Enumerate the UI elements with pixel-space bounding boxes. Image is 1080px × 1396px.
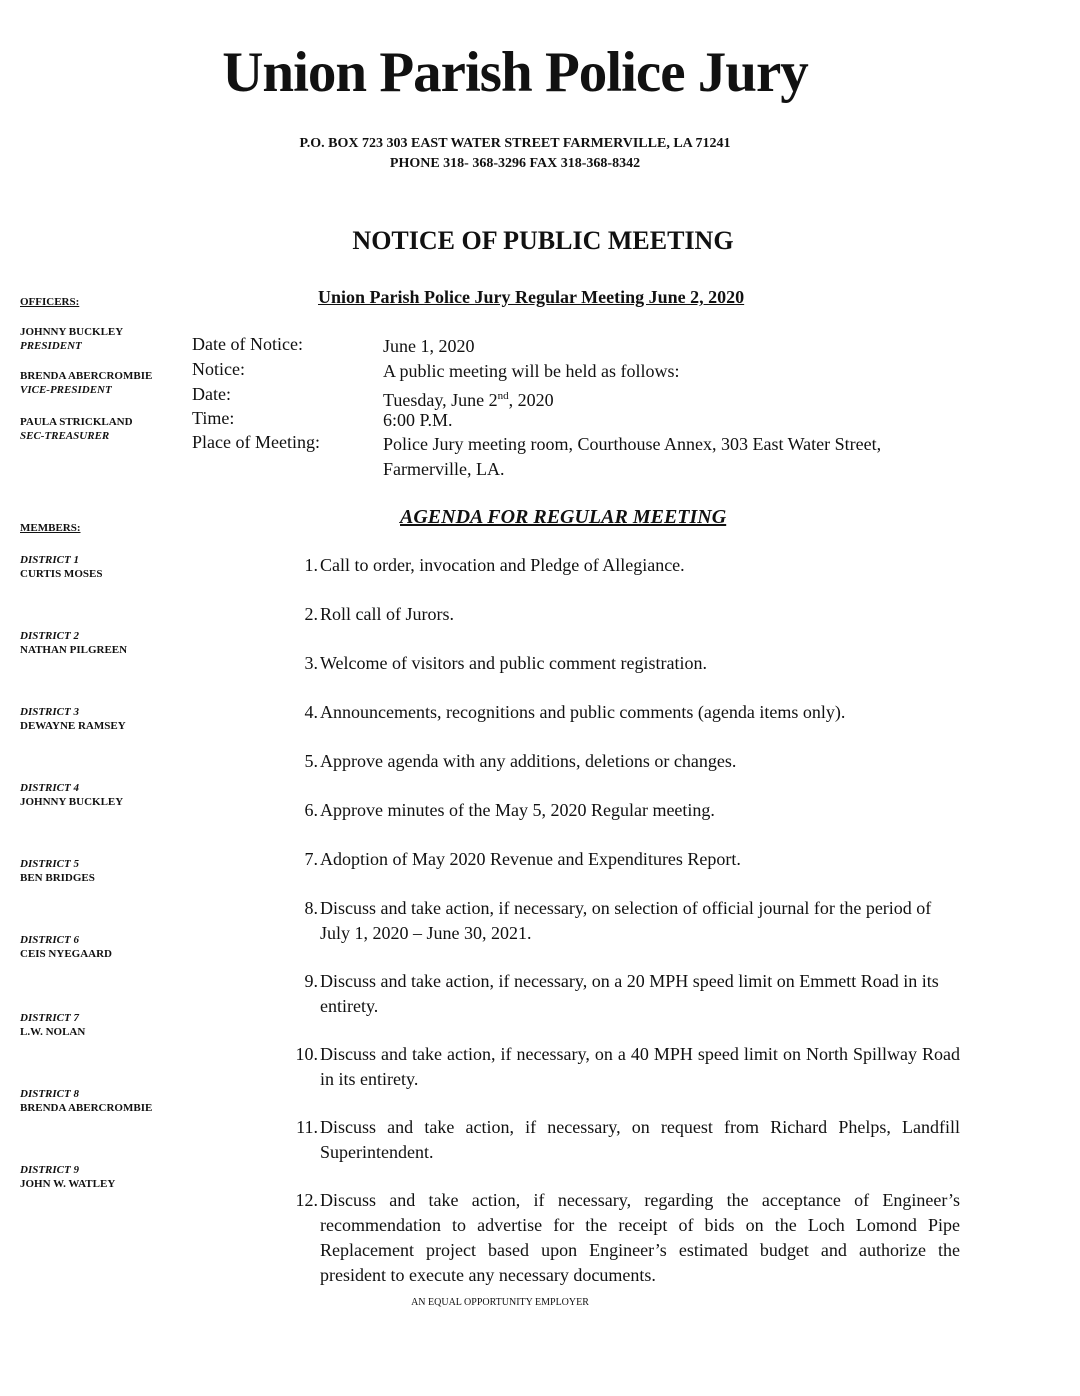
officer-role: VICE-PRESIDENT <box>20 384 112 396</box>
district-label: DISTRICT 6 <box>20 934 79 946</box>
agenda-item-text: Adoption of May 2020 Revenue and Expenditures Report. <box>320 849 741 869</box>
agenda-item-number: 1. <box>304 555 318 575</box>
district-label: DISTRICT 2 <box>20 630 79 642</box>
member-name: JOHNNY BUCKLEY <box>20 796 124 808</box>
member-name: L.W. NOLAN <box>20 1026 86 1038</box>
agenda-item-number: 10. <box>295 1044 318 1064</box>
officer-name: JOHNNY BUCKLEY <box>20 326 124 338</box>
agenda-item-text: Discuss and take action, if necessary, on selection of official journal for the period of July 1, 2020 – June 30, 2021. <box>320 898 932 943</box>
agenda-item-number: 9. <box>304 971 318 991</box>
member-name: BRENDA ABERCROMBIE <box>20 1102 153 1114</box>
detail-label: Notice: <box>192 359 245 379</box>
agenda-item-text: Roll call of Jurors. <box>320 604 454 624</box>
notice-title: NOTICE OF PUBLIC MEETING <box>352 226 734 255</box>
officer-name: BRENDA ABERCROMBIE <box>20 370 153 382</box>
officer-role: PRESIDENT <box>20 340 82 352</box>
agenda-item-text: Call to order, invocation and Pledge of Allegiance. <box>320 555 685 575</box>
phone-fax-line: PHONE 318- 368-3296 FAX 318-368-8342 <box>389 156 641 171</box>
district-label: DISTRICT 4 <box>20 782 79 794</box>
detail-value: June 1, 2020 <box>383 336 475 356</box>
agenda-item-text: Discuss and take action, if necessary, on a 40 MPH speed limit on North Spillway Road in its entirety. <box>320 1044 960 1089</box>
member-name: NATHAN PILGREEN <box>20 644 128 656</box>
member-name: CURTIS MOSES <box>20 568 103 580</box>
agenda-item-text: Approve minutes of the May 5, 2020 Regular meeting. <box>320 800 715 820</box>
district-label: DISTRICT 1 <box>20 554 79 566</box>
date-value-year: , 2020 <box>508 390 554 410</box>
agenda-item-number: 5. <box>304 751 318 771</box>
meeting-title: Union Parish Police Jury Regular Meeting June 2, 2020 <box>318 287 745 307</box>
detail-label: Place of Meeting: <box>192 432 320 452</box>
detail-value: 6:00 P.M. <box>383 410 453 430</box>
agenda-item-text: Announcements, recognitions and public comments (agenda items only). <box>320 702 846 722</box>
member-name: BEN BRIDGES <box>20 872 95 884</box>
detail-label: Time: <box>192 408 235 428</box>
agenda-item-text: Approve agenda with any additions, deletions or changes. <box>320 751 737 771</box>
agenda-item-number: 12. <box>295 1190 318 1210</box>
footer-text: AN EQUAL OPPORTUNITY EMPLOYER <box>411 1297 589 1308</box>
district-label: DISTRICT 8 <box>20 1088 79 1100</box>
agenda-item-number: 2. <box>304 604 318 624</box>
organization-name: Union Parish Police Jury <box>222 41 808 104</box>
agenda-item-number: 6. <box>304 800 318 820</box>
officer-name: PAULA STRICKLAND <box>20 416 133 428</box>
agenda-item-number: 11. <box>296 1117 318 1137</box>
member-name: JOHN W. WATLEY <box>20 1178 116 1190</box>
date-ordinal-suffix: nd <box>497 390 509 402</box>
district-label: DISTRICT 5 <box>20 858 79 870</box>
officers-heading: OFFICERS: <box>20 296 80 308</box>
agenda-item-text: Discuss and take action, if necessary, on request from Richard Phelps, Landfill Superintendent. <box>320 1117 960 1162</box>
member-name: CEIS NYEGAARD <box>20 948 112 960</box>
agenda-item-text: Welcome of visitors and public comment registration. <box>320 653 707 673</box>
agenda-item-text: Discuss and take action, if necessary, regarding the acceptance of Engineer’s recommendation to advertise for the receipt of bids on the Loch Lomond Pipe Replacement project based upon Engineer’s estimated budget and authorize the president to execute any necessary documents. <box>320 1190 960 1285</box>
agenda-heading: AGENDA FOR REGULAR MEETING <box>400 506 727 528</box>
district-label: DISTRICT 9 <box>20 1164 79 1176</box>
agenda-item-text: Discuss and take action, if necessary, on a 20 MPH speed limit on Emmett Road in its entirety. <box>320 971 939 1016</box>
detail-value: A public meeting will be held as follows: <box>383 361 680 381</box>
detail-label: Date of Notice: <box>192 334 303 354</box>
detail-label: Date: <box>192 384 231 404</box>
address-line: P.O. BOX 723 303 EAST WATER STREET FARMERVILLE, LA 71241 <box>299 136 731 151</box>
district-label: DISTRICT 3 <box>20 706 79 718</box>
members-heading: MEMBERS: <box>20 522 81 534</box>
date-value-main: Tuesday, June 2 <box>383 390 498 410</box>
agenda-item-number: 3. <box>304 653 318 673</box>
detail-value: Police Jury meeting room, Courthouse Annex, 303 East Water Street, Farmerville, LA. <box>383 434 882 479</box>
officer-role: SEC-TREASURER <box>20 430 110 442</box>
district-label: DISTRICT 7 <box>20 1012 79 1024</box>
agenda-item-number: 4. <box>304 702 318 722</box>
agenda-item-number: 8. <box>304 898 318 918</box>
agenda-item-number: 7. <box>304 849 318 869</box>
member-name: DEWAYNE RAMSEY <box>20 720 126 732</box>
